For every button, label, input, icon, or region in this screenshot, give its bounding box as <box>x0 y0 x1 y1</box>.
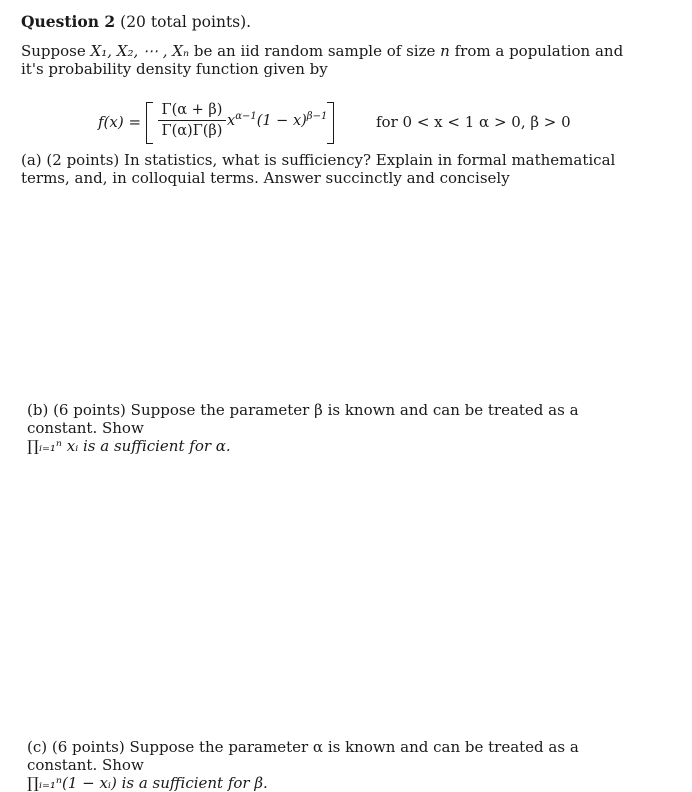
equation-kernel: $x^{\alpha-1}(1 - x)^{\beta-1}$ <box>227 111 328 129</box>
sample-variables: X₁, X₂, ⋯ , Xₙ <box>90 42 190 60</box>
part-c-text: (c) (6 points) Suppose the parameter α is known and can be treated as a constant. Show <box>27 738 579 774</box>
part-a: (a) (2 points) In statistics, what is sufficiency? Explain in formal mathematical terms, and, in colloquial terms. Answer succinctly and concisely <box>21 151 616 187</box>
fraction-denominator: Γ(α)Γ(β) <box>161 123 223 139</box>
intro-text-before: Suppose <box>21 42 86 60</box>
pdf-equation <box>98 100 658 146</box>
gamma-fraction <box>158 100 226 141</box>
question-title <box>21 12 251 31</box>
equation-lhs: f(x) = <box>98 113 142 131</box>
part-b-text: (b) (6 points) Suppose the parameter β is known and can be treated as a constant. Show <box>27 401 579 437</box>
question-label: Question 2 <box>21 12 116 31</box>
right-bracket <box>327 102 334 144</box>
part-b <box>27 401 649 455</box>
part-c-statistic: ∏ᵢ₌₁ⁿ(1 − xᵢ) is a sufficient for β. <box>27 774 268 792</box>
intro-paragraph <box>21 42 649 78</box>
fraction-numerator: Γ(α + β) <box>161 102 223 118</box>
part-b-statistic: ∏ᵢ₌₁ⁿ xᵢ is a sufficient for α. <box>27 437 231 455</box>
question-points: (20 total points). <box>120 13 252 31</box>
part-c <box>27 738 649 792</box>
left-bracket <box>146 102 153 144</box>
equation-condition: for 0 < x < 1 α > 0, β > 0 <box>376 113 571 131</box>
intro-text-after: from a population and it's probability density function given by <box>21 42 624 78</box>
sample-size-variable: n <box>440 42 450 60</box>
intro-text-mid: be an iid random sample of size <box>193 42 436 60</box>
